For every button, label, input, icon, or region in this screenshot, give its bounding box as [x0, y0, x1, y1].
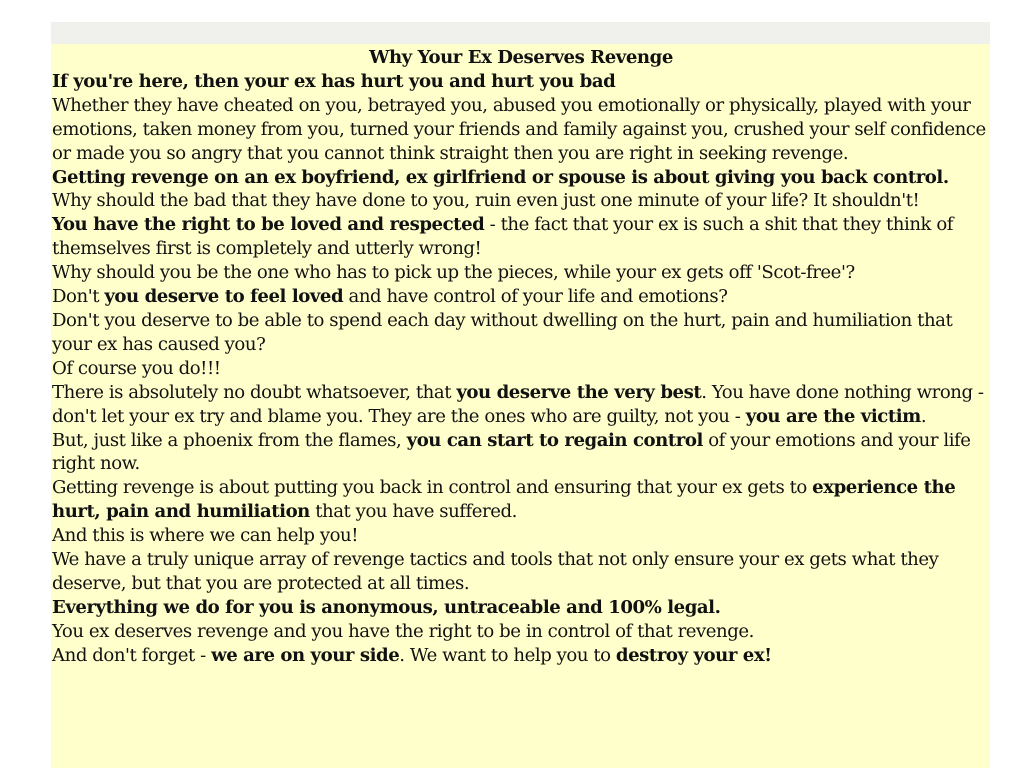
paragraph-11	[52, 476, 990, 524]
paragraph-11-post: that you have suffered.	[309, 501, 517, 523]
paragraph-2-bold: Getting revenge on an ex boyfriend, ex girlfriend or spouse is about giving you back control.	[52, 166, 949, 188]
paragraph-9-bold-1: you deserve the very best	[456, 381, 702, 403]
paragraph-5: Why should you be the one who has to pick up the pieces, while your ex gets off 'Scot-free'?	[52, 262, 855, 284]
paragraph-15: You ex deserves revenge and you have the right to be in control of that revenge.	[52, 620, 754, 642]
paragraph-16-bold-1: we are on your side	[211, 644, 400, 666]
lead-heading-text: If you're here, then your ex has hurt you and hurt you bad	[52, 70, 616, 92]
paragraph-9	[52, 381, 990, 429]
document-page	[51, 22, 990, 768]
paragraph-11-bold: experience the hurt, pain and humiliation	[52, 477, 956, 523]
paragraph-16-mid: . We want to help you to	[399, 644, 616, 666]
paragraph-9-post: .	[920, 405, 927, 427]
paragraph-14	[52, 596, 990, 620]
paragraph-8: Of course you do!!!	[52, 357, 221, 379]
paragraph-1: Whether they have cheated on you, betrayed you, abused you emotionally or physically, played with your emotions, taken money from you, turned your friends and family against you, crushed your self confidence or made you so angry that you cannot think straight then you are right in seeking revenge.	[52, 94, 986, 164]
paragraph-7: Don't you deserve to be able to spend each day without dwelling on the hurt, pain and humiliation that your ex has caused you?	[52, 309, 953, 355]
top-strip	[51, 22, 990, 44]
paragraph-16-pre: And don't forget -	[52, 644, 212, 666]
paragraph-2	[52, 166, 990, 190]
paragraph-9-mid: . You have done nothing wrong - don't let your ex try and blame you. They are the ones who are guilty, not you -	[52, 381, 984, 427]
paragraph-6	[52, 285, 990, 309]
paragraph-16-bold-2: destroy your ex!	[615, 644, 772, 666]
paragraph-6-bold: you deserve to feel loved	[104, 286, 344, 308]
paragraph-3: Why should the bad that they have done to you, ruin even just one minute of your life? It shouldn't!	[52, 190, 920, 212]
paragraph-16	[52, 644, 990, 668]
paragraph-12: And this is where we can help you!	[52, 525, 359, 547]
paragraph-14-bold: Everything we do for you is anonymous, untraceable and 100% legal.	[52, 596, 721, 618]
paragraph-9-bold-2: you are the victim	[745, 405, 921, 427]
paragraph-10-bold: you can start to regain control	[406, 429, 703, 451]
page-title: Why Your Ex Deserves Revenge	[369, 47, 673, 68]
paragraph-10	[52, 429, 990, 477]
paragraph-6-post: and have control of your life and emotions?	[343, 286, 728, 308]
paragraph-11-pre: Getting revenge is about putting you back in control and ensuring that your ex gets to	[52, 477, 813, 499]
paragraph-4-text: - the fact that your ex is such a shit that they think of themselves first is completely and utterly wrong!	[52, 214, 954, 260]
paragraph-13: We have a truly unique array of revenge tactics and tools that not only ensure your ex gets what they deserve, but that you are protected at all times.	[52, 549, 939, 594]
paragraph-4	[52, 213, 990, 261]
lead-heading	[52, 70, 990, 94]
paragraph-4-bold: You have the right to be loved and respected	[52, 214, 485, 236]
paragraph-9-pre: There is absolutely no doubt whatsoever, that	[52, 381, 457, 403]
paragraph-10-pre: But, just like a phoenix from the flames,	[52, 429, 407, 451]
article-content	[52, 46, 990, 668]
paragraph-6-pre: Don't	[52, 286, 105, 308]
paragraph-10-post: of your emotions and your life right now.	[52, 429, 971, 475]
